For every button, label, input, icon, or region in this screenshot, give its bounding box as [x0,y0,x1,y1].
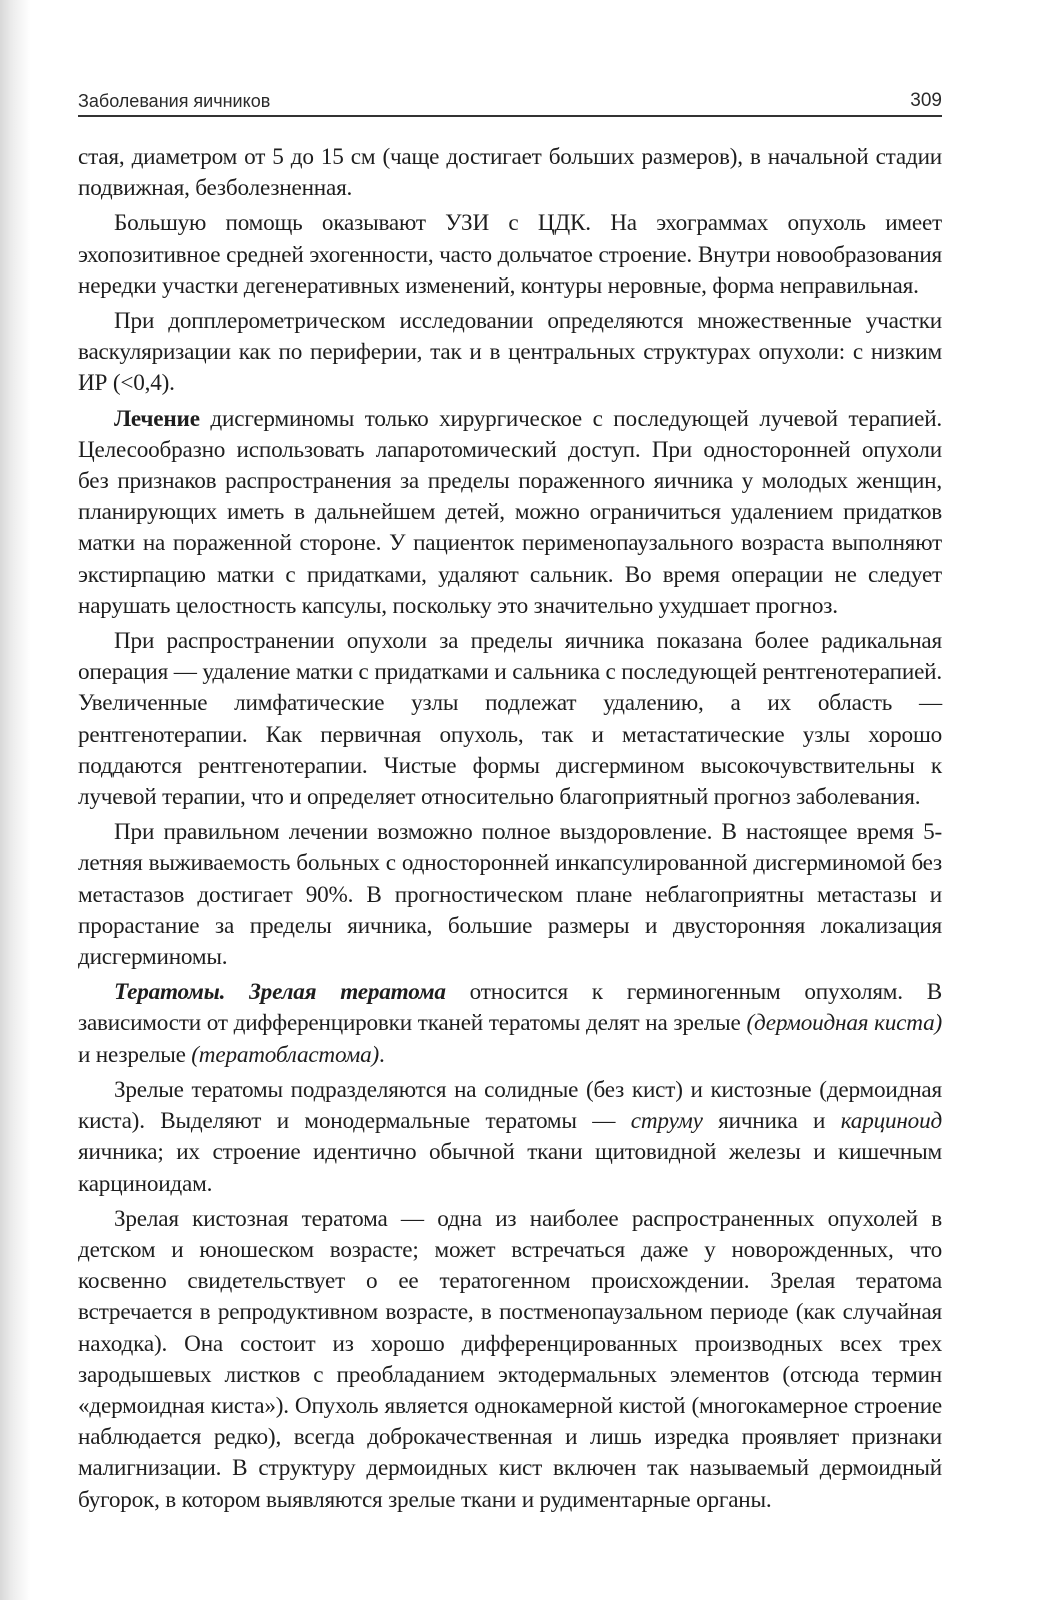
paragraph [78,208,942,302]
section-heading-inline: Тератомы. Зрелая тератома [114,979,446,1006]
paragraph-text: Большую помощь оказывают УЗИ с ЦДК. На эхограммах опухоль имеет эхопозитивное средней эхогенности, часто дольчатое строение. Внутри новообразования нередки участки дегенеративных изменений, контуры неровные, форма неправильная. [78,210,942,299]
paragraph [78,404,942,622]
paragraph-text: стая, диаметром от 5 до 15 см (чаще достигает больших размеров), в начальной стадии подвижная, безболезненная. [78,144,942,202]
italic-term: (дермоидная киста) [746,1010,942,1037]
paragraph-text: При распространении опухоли за пределы яичника показана более радикальная операция — удаление матки с придатками и сальника с последующей рентгенотерапией. Увеличенные лимфатические узлы подлежат удалению, а их область — рентгенотерапии. Как первичная опухоль, так и метастатические узлы хорошо поддаются рентгенотерапии. Чистые формы дисгермином высокочувствительны к лучевой терапии, что и определяет относительно благоприятный прогноз заболевания. [78,628,942,811]
chapter-title: Заболевания яичников [78,91,271,111]
paragraph-text: дисгерминомы только хирургическое с последующей лучевой терапией. Целесообразно использовать лапаротомический доступ. При односторонней опухоли без признаков распространения за пределы пораженного яичника у молодых женщин, планирующих иметь в дальнейшем детей, можно ограничиться удалением придатков матки на пораженной стороне. У пациенток перименопаузального возраста выполняют экстирпацию матки с придатками, удаляют сальник. Во время операции не следует нарушать целостность капсулы, поскольку это значительно ухудшает прогноз. [78,405,942,619]
page-number: 309 [910,90,942,111]
paragraph-text: При правильном лечении возможно полное выздоровление. В настоящее время 5-летняя выживаемость больных с односторонней инкапсулированной дисгерминомой без метастазов достигает 90%. В прогностическом плане неблагоприятны метастазы и прорастание за пределы яичника, большие размеры и двусторонняя локализация дисгерминомы. [78,819,942,971]
page-edge-shadow [0,0,30,1600]
paragraph [78,817,942,973]
italic-term: (тератобластома) [191,1041,379,1068]
running-header [78,84,942,117]
italic-term: карциноид [840,1108,942,1135]
paragraph-text: яичника и [702,1108,841,1135]
body-text [78,142,942,1520]
paragraph-text: Зрелые тератомы подразделяются на солидные (без кист) и кистозные (дермоидная киста). Выделяют и монодермальные тератомы — [78,1076,942,1135]
paragraph [78,306,942,400]
italic-term: струму [630,1108,703,1135]
paragraph-text: Зрелая кистозная тератома — одна из наиболее распространенных опухолей в детском и юношеском возрасте; может встречаться даже у новорожденных, что косвенно свидетельствует о ее тератогенном происхождении. Зрелая тератома встречается в репродуктивном возрасте, в постменопаузальном периоде (как случайная находка). Она состоит из хорошо дифференцированных производных всех трех зародышевых листков с преобладанием эктодермальных элементов (отсюда термин «дермоидная киста»). Опухоль является однокамерной кистой (многокамерное строение наблюдается редко), всегда доброкачественная и лишь изредка проявляет признаки малигнизации. В структуру дермоидных кист включен так называемый дермоидный бугорок, в котором выявляются зрелые ткани и рудиментарные органы. [78,1205,942,1513]
bold-term: Лечение [114,405,200,432]
paragraph-text: . [379,1041,385,1068]
paragraph [78,626,942,813]
paragraph-text: При допплерометрическом исследовании определяются множественные участки васкуляризации как по периферии, так и в центральных структурах опухоли: с низким ИР (<0,4). [78,308,942,397]
paragraph [78,977,942,1071]
paragraph-text: и незрелые [78,1041,192,1068]
paragraph [78,142,942,204]
paragraph-text: яичника; их строение идентично обычной ткани щитовидной железы и кишечным карциноидам. [78,1139,942,1197]
paragraph-text: относится к герминогенным опухолям. В зависимости от дифференцировки тканей тератомы делят на зрелые [78,979,943,1037]
paragraph [78,1204,942,1516]
paragraph [78,1075,942,1200]
